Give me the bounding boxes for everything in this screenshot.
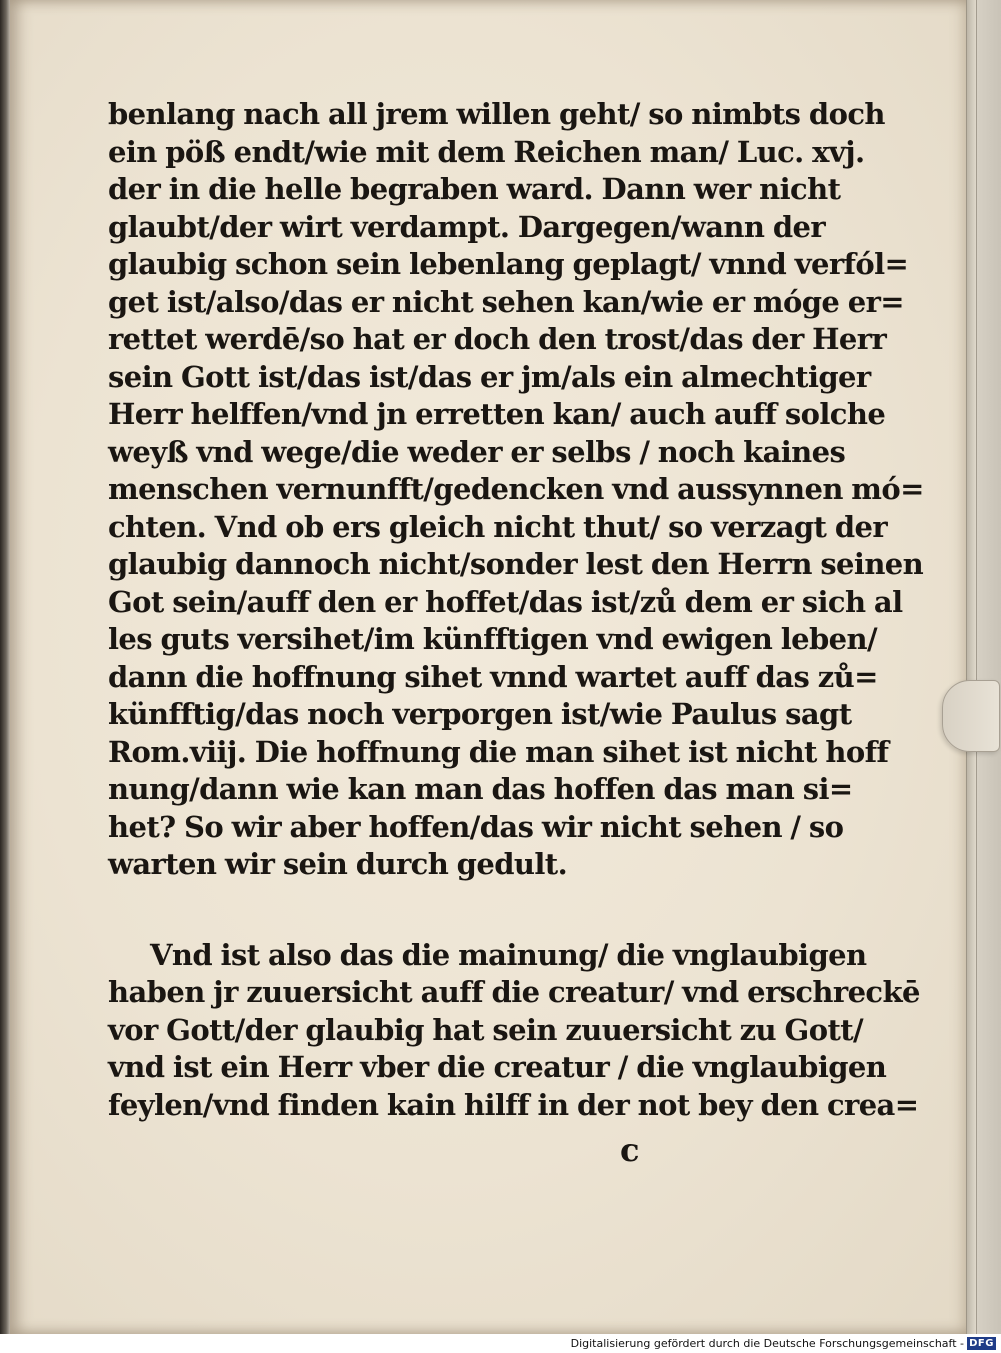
text-line: het? So wir aber hoffen/das wir nicht sehen / so — [108, 809, 844, 844]
text-line: glaubt/der wirt verdampt. Dargegen/wann der — [108, 209, 826, 244]
text-line: feylen/vnd finden kain hilff in der not bey den crea= — [108, 1087, 919, 1122]
scan-left-edge — [0, 0, 10, 1334]
text-line: rettet werdē/so hat er doch den trost/das der Herr — [108, 322, 887, 356]
text-line: weyß vnd wege/die weder er selbs / noch kaines — [108, 434, 846, 469]
text-line: ein pöß endt/wie mit dem Reichen man/ Luc. xvj. — [108, 134, 865, 169]
text-line: nung/dann wie kan man das hoffen das man si= — [108, 772, 853, 806]
text-line: vor Gott/der glaubig hat sein zuuersicht zu Gott/ — [108, 1012, 864, 1047]
text-line: Got sein/auff den er hoffet/das ist/zů dem er sich al — [108, 584, 903, 619]
page-edge-back — [976, 0, 1001, 1334]
text-line: Vnd ist also das die mainung/ die vnglaubigen — [150, 937, 867, 972]
text-line: glaubig dannoch nicht/sonder lest den Herrn seinen — [108, 547, 924, 581]
text-line: haben jr zuuersicht auff die creatur/ vnd erschreckē — [108, 975, 920, 1009]
text-line: les guts versihet/im künfftigen vnd ewigen leben/ — [108, 622, 877, 656]
signature-mark: c — [620, 1131, 640, 1169]
text-line: get ist/also/das er nicht sehen kan/wie er móge er= — [108, 284, 904, 319]
text-line: chten. Vnd ob ers gleich nicht thut/ so verzagt der — [108, 509, 888, 544]
text-line: dann die hoffnung sihet vnnd wartet auff das zů= — [108, 659, 878, 694]
text-block — [108, 96, 924, 1124]
text-line: warten wir sein durch gedult. — [108, 847, 568, 881]
text-line: der in die helle begraben ward. Dann wer nicht — [108, 172, 841, 206]
footer-bar — [0, 1334, 1000, 1353]
text-line: Herr helffen/vnd jn erretten kan/ auch auff solche — [108, 397, 886, 431]
text-line: benlang nach all jrem willen geht/ so nimbts doch — [108, 97, 885, 131]
paragraph-2 — [108, 937, 920, 1125]
dfg-logo-icon: DFG — [967, 1337, 996, 1350]
paragraph-gap — [108, 884, 798, 937]
page-clip-tab — [942, 680, 1000, 752]
footer-credit: Digitalisierung gefördert durch die Deutsche Forschungsgemeinschaft - — [570, 1337, 964, 1350]
text-line: künfftig/das noch verporgen ist/wie Paulus sagt — [108, 697, 852, 731]
paragraph-1 — [108, 96, 924, 884]
text-line: glaubig schon sein lebenlang geplagt/ vnnd verfól= — [108, 247, 909, 281]
text-line: sein Gott ist/das ist/das er jm/als ein almechtiger — [108, 359, 871, 394]
text-line: menschen vernunfft/gedencken vnd aussynnen mó= — [108, 472, 924, 506]
text-line: Rom.viij. Die hoffnung die man sihet ist nicht hoff — [108, 734, 889, 769]
text-line: vnd ist ein Herr vber die creatur / die vnglaubigen — [108, 1050, 887, 1084]
